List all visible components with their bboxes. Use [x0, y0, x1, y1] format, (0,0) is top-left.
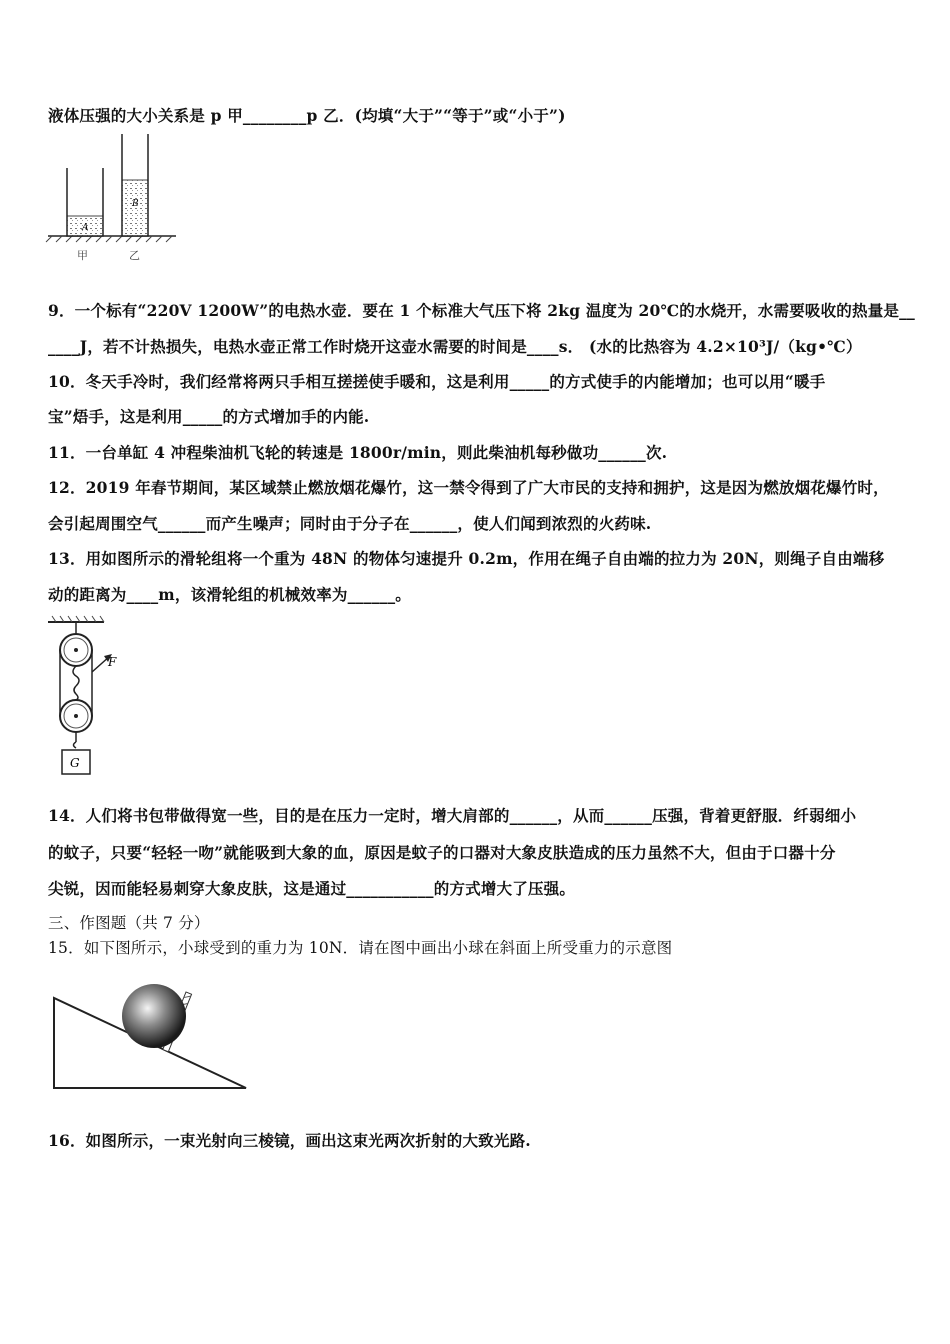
q13-pulley-figure	[44, 612, 134, 782]
q15-incline-figure	[44, 976, 254, 1096]
q13-label-g: G	[70, 756, 80, 770]
q12-line-2: 会引起周围空气______而产生噪声；同时由于分子在______，使人们闻到浓烈的火药味.	[48, 514, 652, 533]
q8-label-yi: 乙	[129, 249, 140, 262]
q15-ball	[122, 984, 186, 1048]
q9-line-2: ____J，若不计热损失，电热水壶正常工作时烧开这壶水需要的时间是____s． (水的比热容为 4.2×10³J/（kg•℃）	[48, 337, 862, 356]
q13-line-1: 13．用如图所示的滑轮组将一个重为 48N 的物体匀速提升 0.2m，作用在绳子自由端的拉力为 20N，则绳子自由端移	[48, 549, 885, 568]
q15-line-1: 15．如下图所示，小球受到的重力为 10N．请在图中画出小球在斜面上所受重力的示意图	[48, 939, 673, 957]
q14-line-2: 的蚊子，只要“轻轻一吻”就能吸到大象的血，原因是蚊子的口器对大象皮肤造成的压力虽然不大，但由于口器十分	[48, 843, 836, 862]
q13-line-2: 动的距离为____m，该滑轮组的机械效率为______。	[48, 585, 412, 604]
q9-line-1: 9．一个标有“220V 1200W”的电热水壶．要在 1 个标准大气压下将 2kg 温度为 20℃的水烧开，水需要吸收的热量是__	[48, 301, 916, 320]
q8-line-1: 液体压强的大小关系是 p 甲________p 乙．(均填“大于”“等于”或“小于”)	[48, 106, 566, 125]
q14-line-1: 14．人们将书包带做得宽一些，目的是在压力一定时，增大肩部的______，从而______压强，背着更舒服．纤弱细小	[48, 806, 857, 825]
q12-line-1: 12．2019 年春节期间，某区域禁止燃放烟花爆竹，这一禁令得到了广大市民的支持和拥护，这是因为燃放烟花爆竹时，	[48, 478, 889, 497]
q8-container-figure	[44, 132, 180, 264]
section-3-title: 三、作图题（共 7 分）	[48, 914, 210, 932]
q8-label-a: A	[82, 223, 89, 233]
q16-line-1: 16．如图所示，一束光射向三棱镜，画出这束光两次折射的大致光路.	[48, 1131, 531, 1150]
q10-line-2: 宝”焐手，这是利用_____的方式增加手的内能.	[48, 407, 370, 426]
q13-label-f: F	[108, 655, 117, 669]
q14-line-3: 尖锐，因而能轻易刺穿大象皮肤，这是通过___________的方式增大了压强。	[48, 879, 576, 898]
q8-label-b: B	[132, 199, 139, 209]
q8-label-jia: 甲	[77, 249, 88, 262]
q11-line-1: 11．一台单缸 4 冲程柴油机飞轮的转速是 1800r/min，则此柴油机每秒做功______次.	[48, 443, 668, 462]
q10-line-1: 10．冬天手冷时，我们经常将两只手相互搓搓使手暖和，这是利用_____的方式使手的内能增加；也可以用“暖手	[48, 372, 826, 391]
